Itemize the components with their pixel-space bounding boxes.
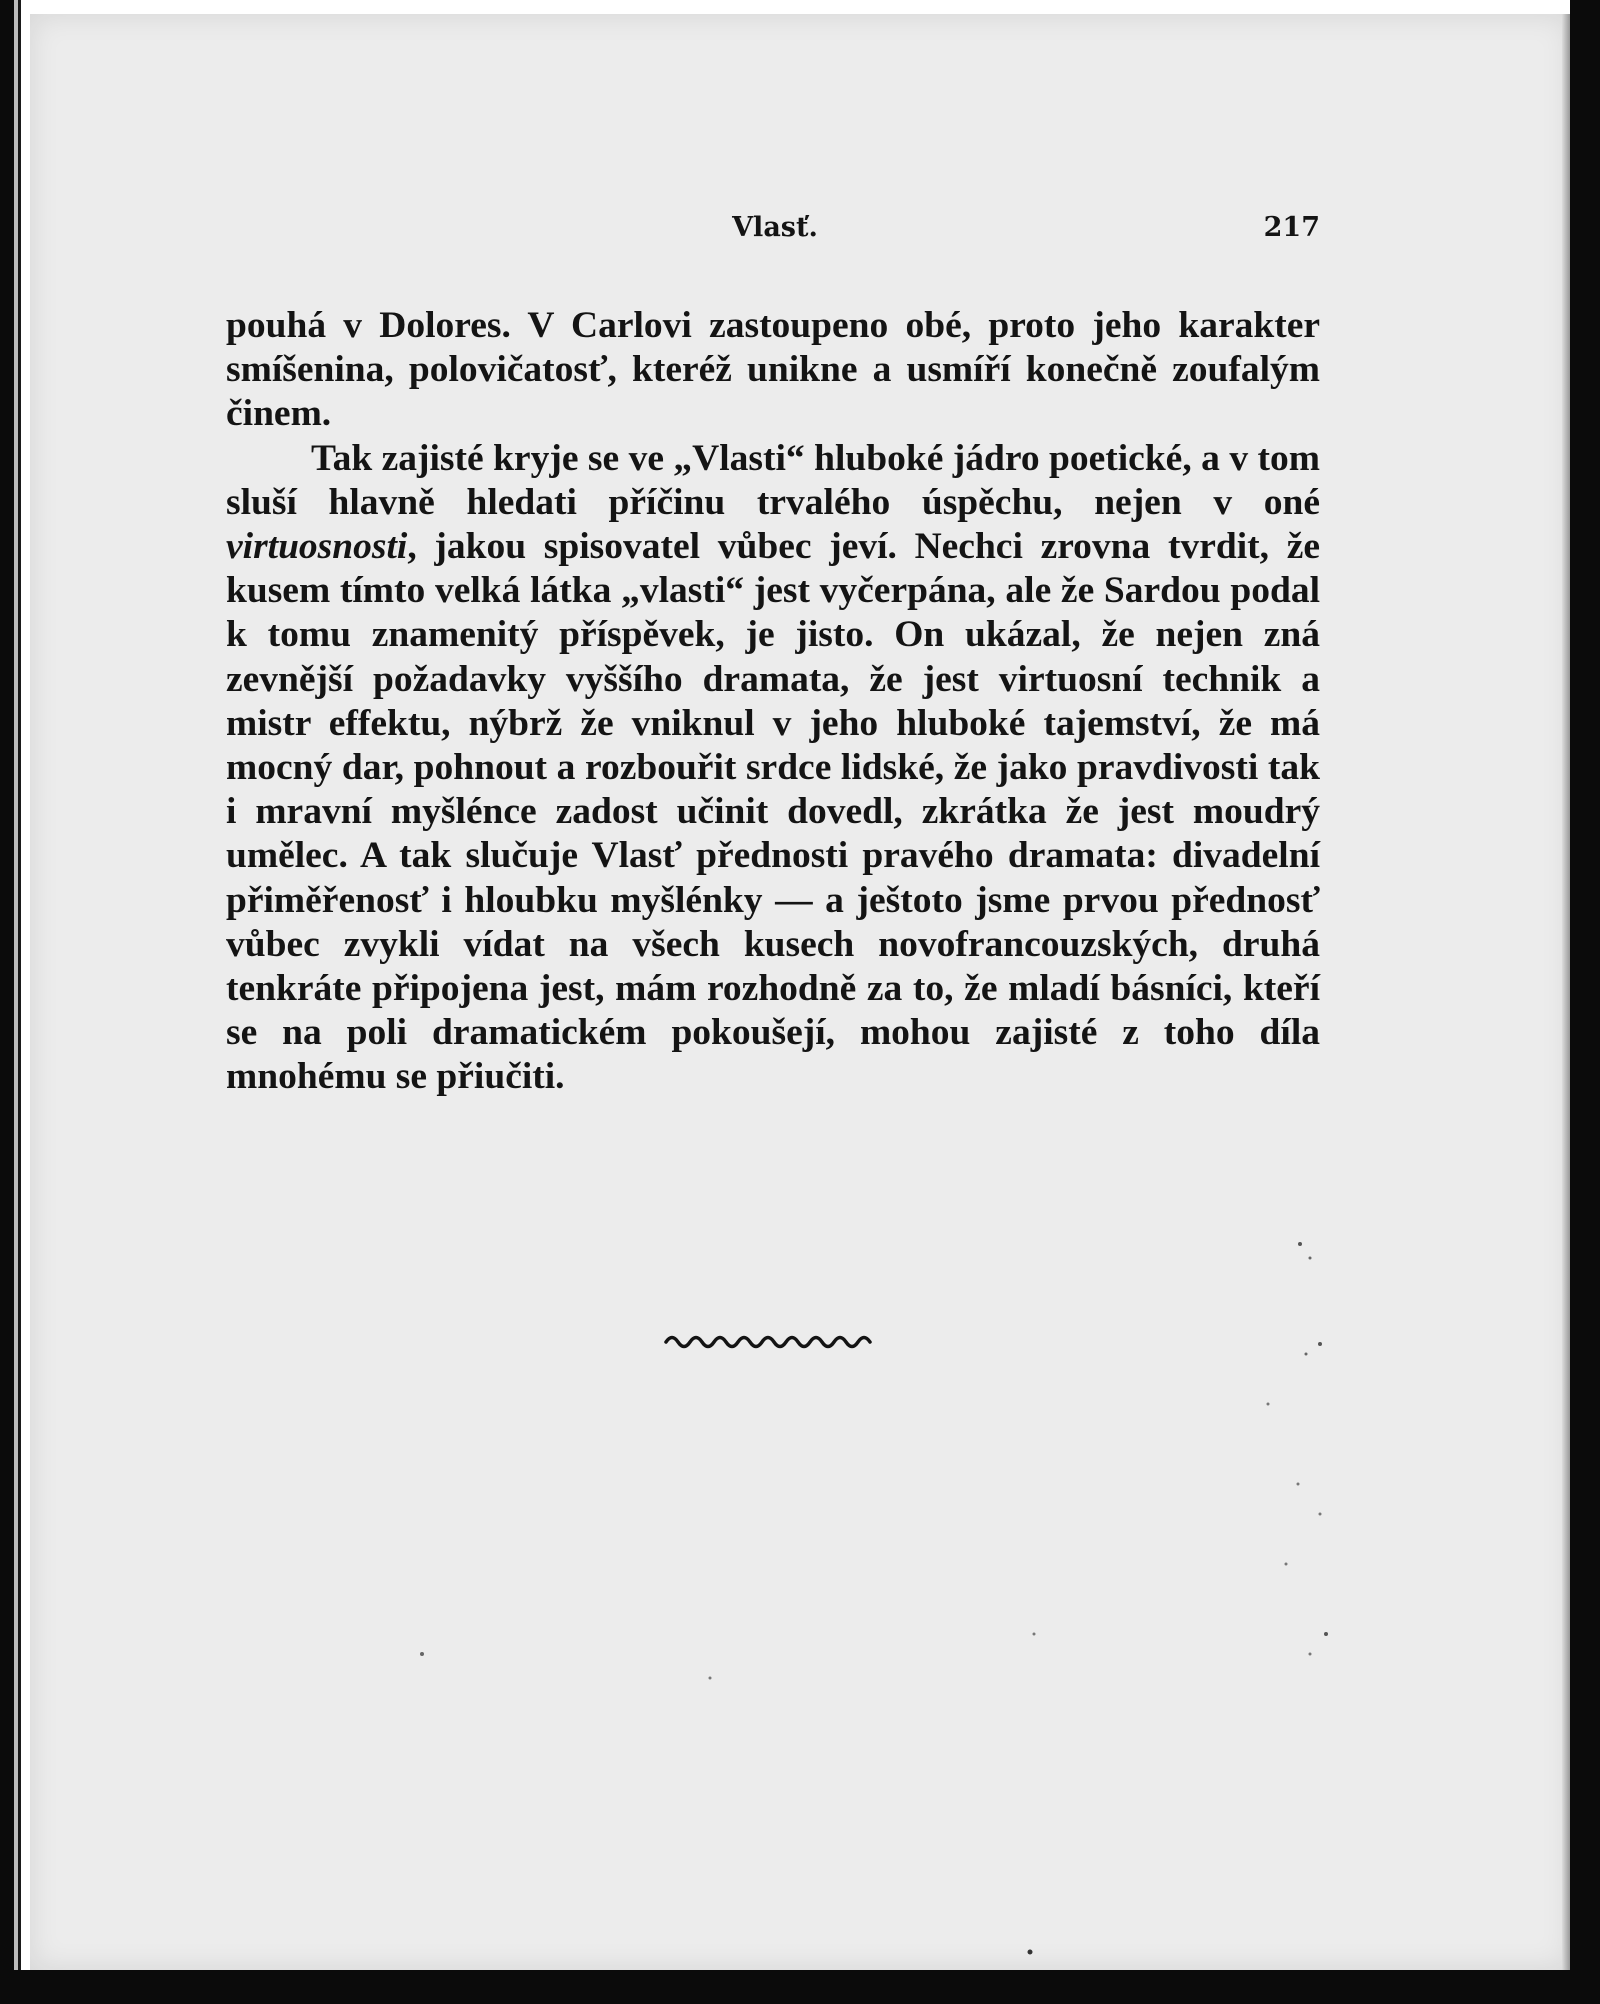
scan-bottom-border (0, 1970, 1600, 2004)
running-head (230, 204, 1320, 254)
body-text (226, 304, 1320, 1100)
paragraph-1-text: pouhá v Dolores. V Carlovi zastoupeno obé, proto jeho karakter smíšenina, polovičatosť, kteréž unikne a usmíří konečně zoufalým činem. (226, 305, 1320, 435)
scan-right-border (1570, 0, 1600, 2004)
book-page (30, 14, 1570, 1970)
running-title: Vlasť. (732, 212, 818, 243)
paragraph-2-part-1: Tak zajisté kryje se ve „Vlasti“ hluboké jádro poetické, a v tom sluší hlavně hledati příčinu trvalého úspěchu, nejen v oné (226, 437, 1320, 523)
scan-left-border (0, 0, 14, 2004)
paragraph-2-emphasis: virtuosnosti (226, 526, 408, 568)
page-edge-shadow (1562, 14, 1570, 1970)
wavy-rule-ornament (664, 1330, 874, 1352)
paragraph-2 (226, 437, 1320, 1100)
scan-left-line (18, 0, 21, 2004)
paragraph-2-part-2: , jakou spisovatel vůbec jeví. Nechci zrovna tvrdit, že kusem tímto velká látka „vlasti“ jest vyčerpána, ale že Sardou podal k tomu znamenitý příspěvek, je jisto. On ukázal, že nejen zná zevnější požadavky vyššího dramata, že jest virtuosní technik a mistr effektu, nýbrž že vniknul v jeho hluboké tajemství, že má mocný dar, pohnout a rozbouřit srdce lidské, že jako pravdivosti tak i mravní myšlénce zadost učinit dovedl, zkrátka že jest moudrý umělec. A tak slučuje Vlasť přednosti pravého dramata: divadelní přiměřenosť i hloubku myšlénky — a ještoto jsme prvou přednosť vůbec zvykli vídat na všech kusech novofrancouzských, druhá tenkráte připojena jest, mám rozhodně za to, že mladí básníci, kteří se na poli dramatickém pokoušejí, mohou zajisté z toho díla mnohému se přiučiti. (226, 526, 1320, 1098)
paragraph-1 (226, 304, 1320, 437)
page-number: 217 (1263, 212, 1320, 243)
